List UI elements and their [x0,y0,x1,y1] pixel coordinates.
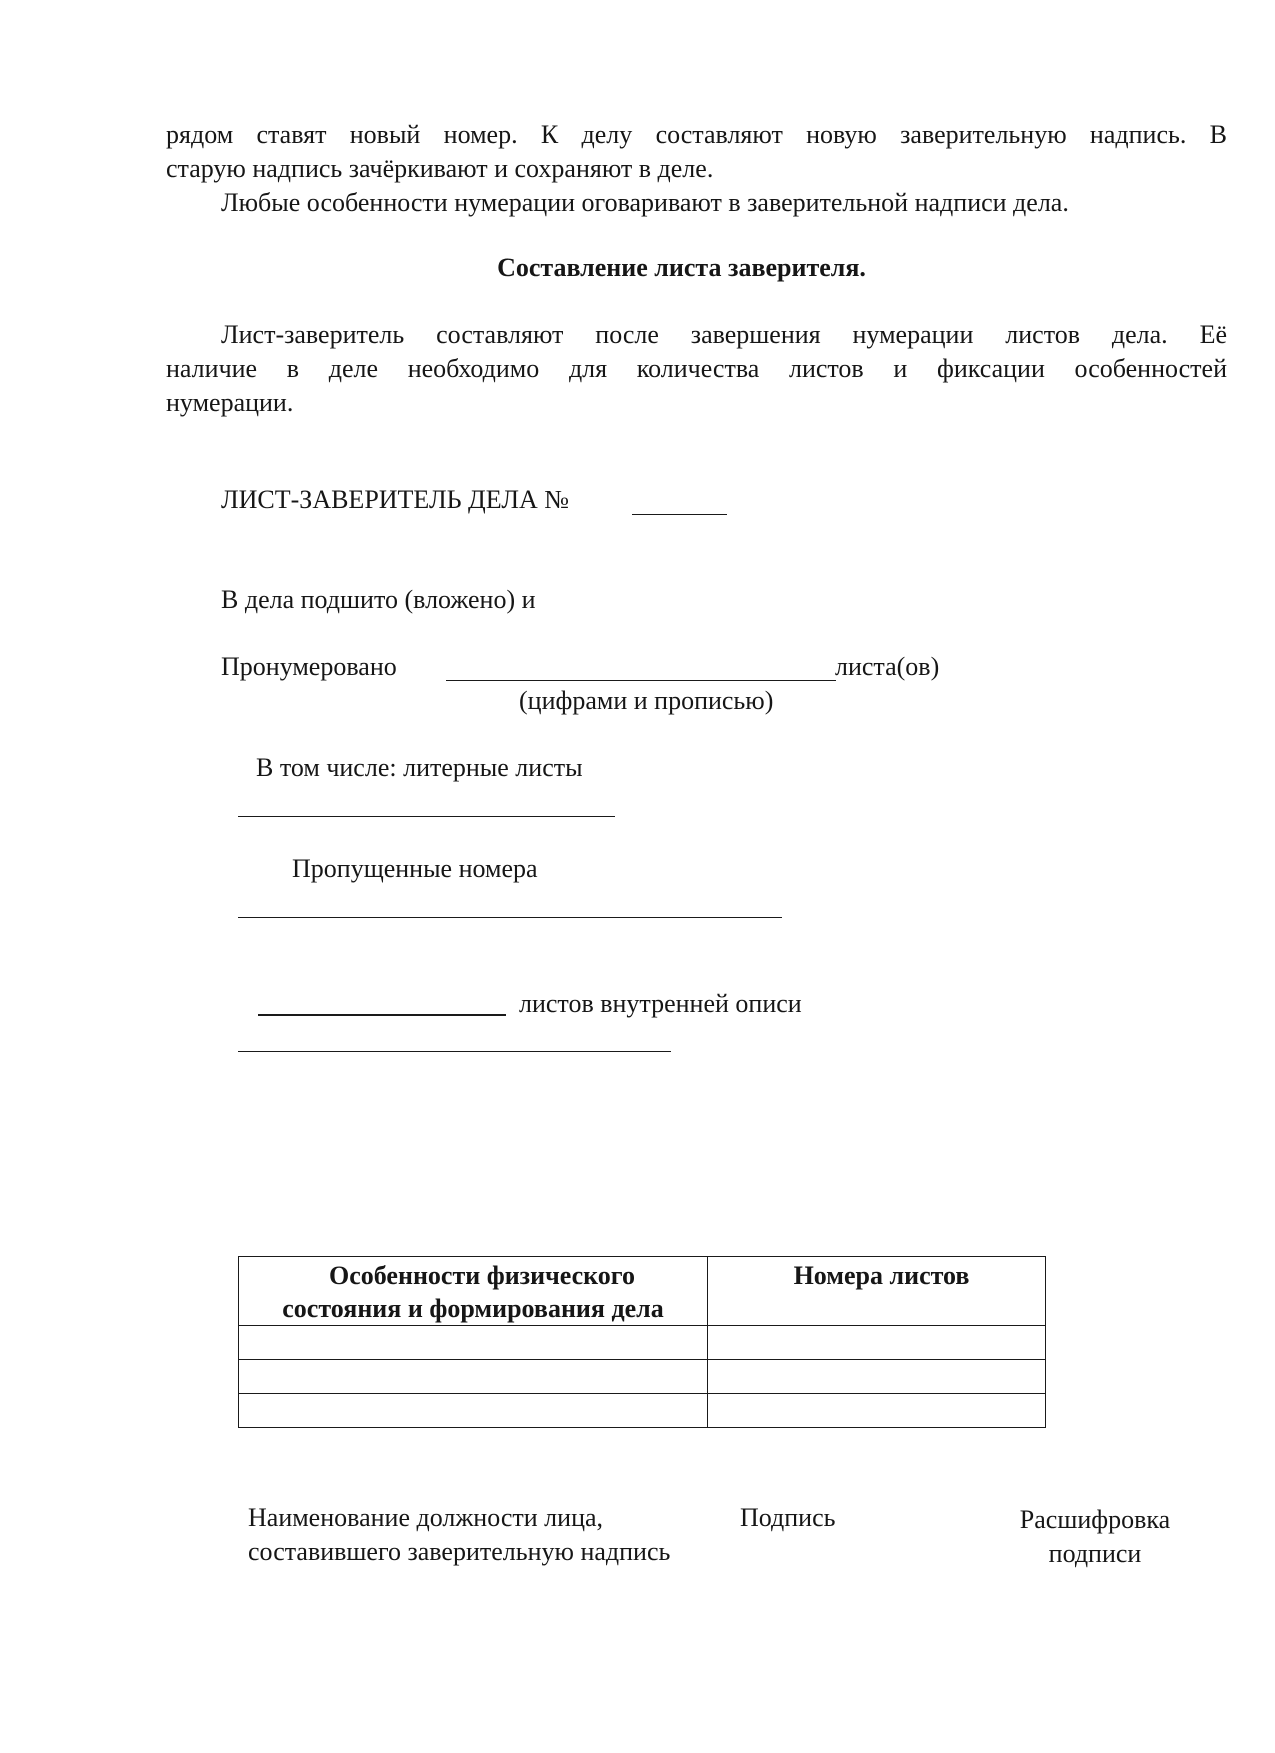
numbered-hint: (цифрами и прописью) [519,686,774,715]
decoding-label-line-2: подписи [1048,1539,1142,1568]
inventory-extra-line [238,1051,671,1052]
table-header-features-line-2: состояния и формирования дела [282,1294,664,1323]
table-header-features [239,1257,708,1326]
table-row [239,1394,1046,1428]
signature-label: Подпись [740,1503,836,1532]
case-number-line [632,514,727,515]
table-header-features-line-1: Особенности физического [329,1261,635,1290]
missing-numbers-line [238,917,782,918]
table-cell[interactable] [239,1394,708,1428]
table-header-sheet-numbers-text: Номера листов [793,1261,970,1290]
intro-line-3: Любые особенности нумерации оговаривают в заверительной надписи дела. [221,188,1069,217]
letter-sheets-line [238,816,615,817]
missing-numbers-label: Пропущенные номера [292,854,538,883]
form-title: ЛИСТ-ЗАВЕРИТЕЛЬ ДЕЛА № [221,485,570,514]
table-cell[interactable] [708,1360,1046,1394]
table-cell[interactable] [239,1360,708,1394]
inventory-count-line [258,1014,506,1016]
position-label-line-1: Наименование должности лица, [248,1503,604,1532]
table-cell[interactable] [708,1394,1046,1428]
section-para-line-1: Лист-заверитель составляют после завершения нумерации листов дела. Её [221,320,1227,349]
features-table [238,1256,1046,1428]
table-cell[interactable] [708,1326,1046,1360]
table-header-sheet-numbers [708,1257,1046,1326]
letter-sheets-label: В том числе: литерные листы [256,753,583,782]
filed-text: В дела подшито (вложено) и [221,585,536,614]
table-row [239,1360,1046,1394]
intro-line-1: рядом ставят новый номер. К делу составляют новую заверительную надпись. В [166,120,1227,149]
table-row [239,1326,1046,1360]
position-label-line-2: составившего заверительную надпись [248,1537,671,1566]
decoding-label-line-1: Расшифровка [1019,1505,1171,1534]
numbered-line [446,680,836,681]
section-para-line-2: наличие в деле необходимо для количества листов и фиксации особенностей [166,354,1227,383]
numbered-suffix: листа(ов) [835,652,940,681]
intro-line-2: старую надпись зачёркивают и сохраняют в деле. [166,154,714,183]
inventory-sheets-label: листов внутренней описи [519,989,802,1018]
section-para-line-3: нумерации. [166,388,294,417]
numbered-label: Пронумеровано [221,652,397,681]
section-heading: Составление листа заверителя. [497,253,866,282]
table-header-row [239,1257,1046,1326]
table-cell[interactable] [239,1326,708,1360]
